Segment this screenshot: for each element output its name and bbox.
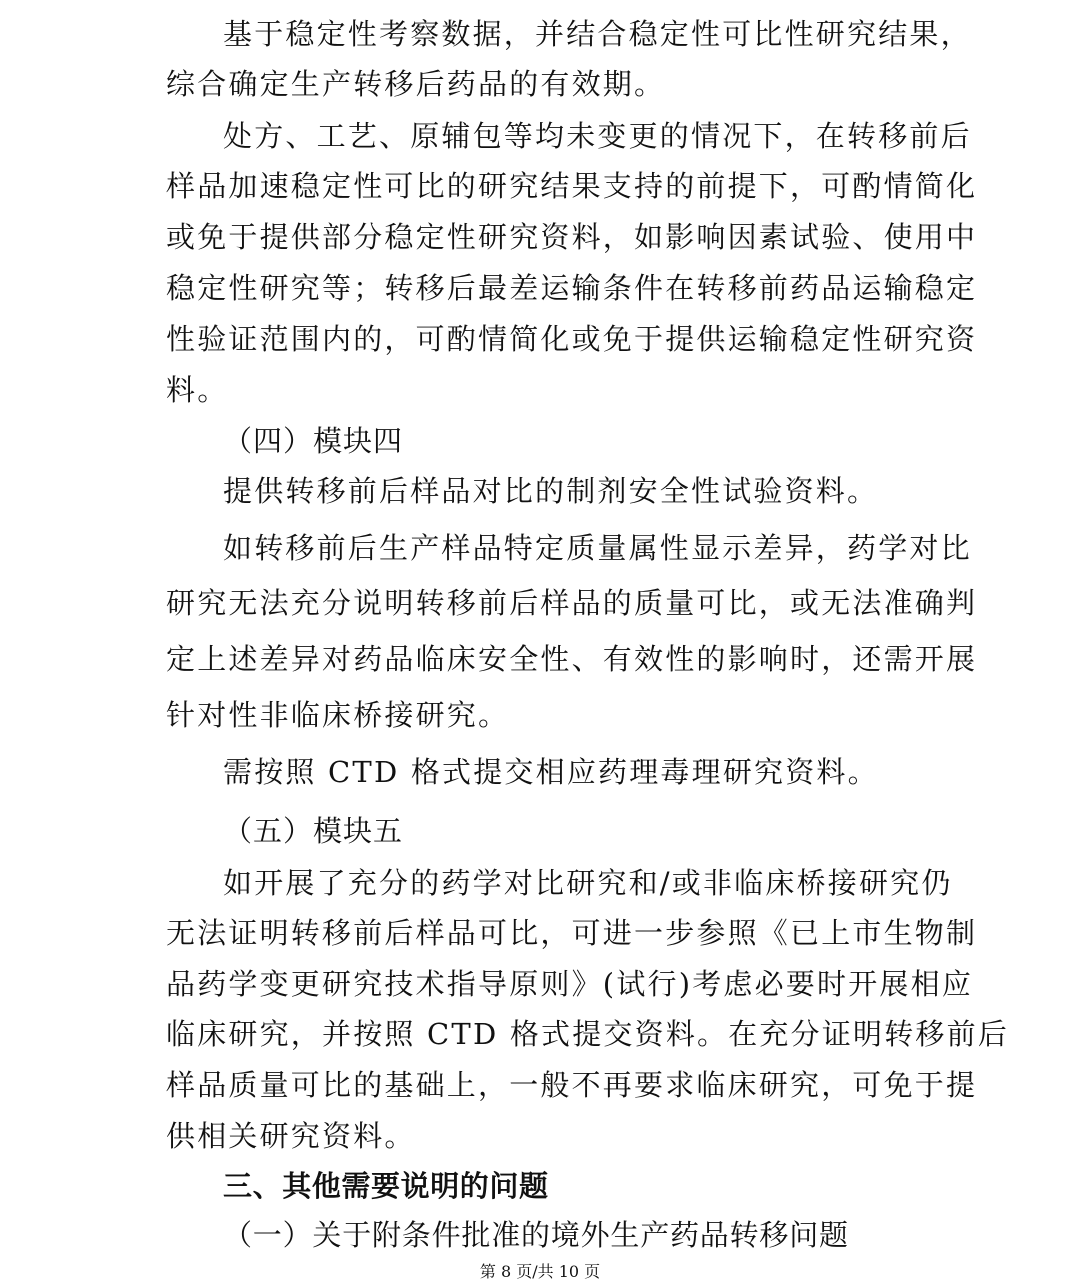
paragraph-line: 需按照 CTD 格式提交相应药理毒理研究资料。 [223,755,879,789]
paragraph-line: 或免于提供部分稳定性研究资料，如影响因素试验、使用中 [166,220,978,254]
paragraph-line: 定上述差异对药品临床安全性、有效性的影响时，还需开展 [166,642,978,676]
module-four-heading: （四）模块四 [223,424,404,458]
paragraph-line: 如转移前后生产样品特定质量属性显示差异，药学对比 [223,531,972,565]
paragraph-line: 供相关研究资料。 [166,1119,416,1153]
module-five-heading: （五）模块五 [223,814,404,848]
paragraph-line: 性验证范围内的，可酌情简化或免于提供运输稳定性研究资 [166,322,978,356]
paragraph-line: 稳定性研究等；转移后最差运输条件在转移前药品运输稳定 [166,271,978,305]
paragraph-line: 提供转移前后样品对比的制剂安全性试验资料。 [223,474,879,508]
paragraph-line: 品药学变更研究技术指导原则》(试行)考虑必要时开展相应 [166,967,974,1001]
section-three-heading: 三、其他需要说明的问题 [223,1169,549,1203]
paragraph-line: 料。 [166,373,229,407]
paragraph-line: 样品质量可比的基础上，一般不再要求临床研究，可免于提 [166,1068,978,1102]
paragraph-line: 样品加速稳定性可比的研究结果支持的前提下，可酌情简化 [166,169,978,203]
paragraph-line: 无法证明转移前后样品可比，可进一步参照《已上市生物制 [166,916,978,950]
paragraph-line: 临床研究，并按照 CTD 格式提交资料。在充分证明转移前后 [166,1017,1010,1051]
section-three-one-heading: （一）关于附条件批准的境外生产药品转移问题 [223,1218,849,1252]
page-number-footer: 第 8 页/共 10 页 [479,1262,601,1281]
paragraph-line: 研究无法充分说明转移前后样品的质量可比，或无法准确判 [166,586,978,620]
paragraph-line: 基于稳定性考察数据，并结合稳定性可比性研究结果， [223,17,972,51]
paragraph-line: 处方、工艺、原辅包等均未变更的情况下，在转移前后 [223,119,972,153]
paragraph-line: 针对性非临床桥接研究。 [166,698,510,732]
paragraph-line: 如开展了充分的药学对比研究和/或非临床桥接研究仍 [223,866,953,900]
paragraph-line: 综合确定生产转移后药品的有效期。 [166,67,666,101]
